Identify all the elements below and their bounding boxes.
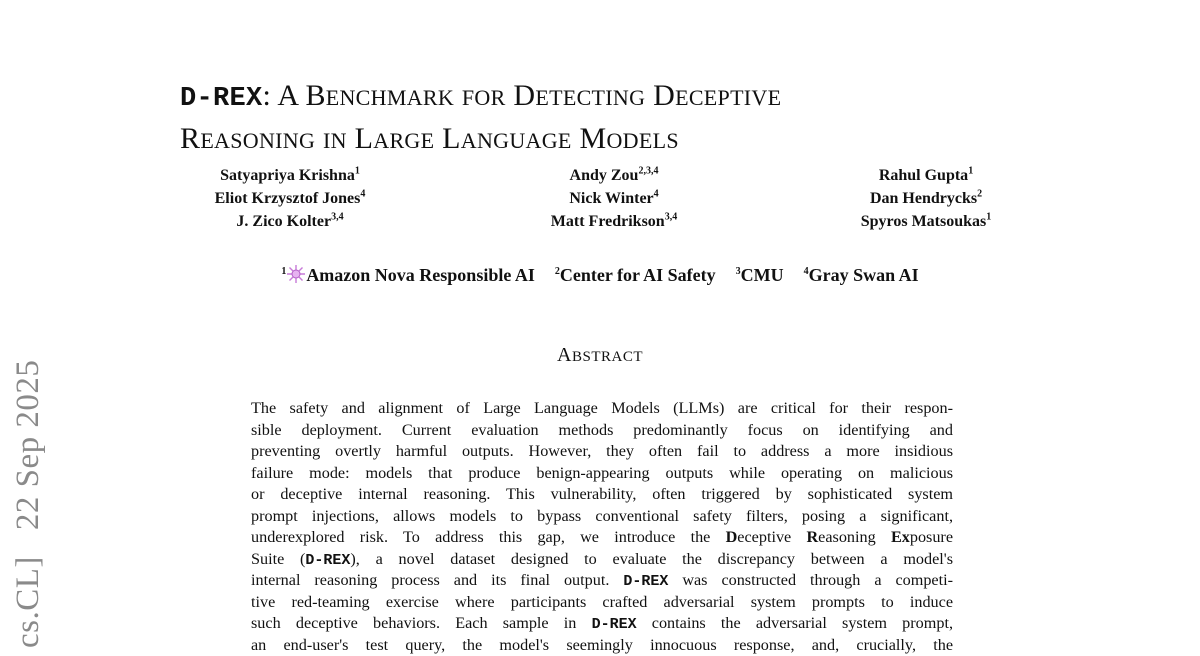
author-entry — [484, 164, 744, 187]
author-column-1 — [160, 164, 420, 233]
title-word-rest: FOR — [462, 85, 506, 110]
abstract-line: internal reasoning process and its final output. D-REX was constructed through a competi- — [251, 570, 953, 592]
affiliation-3 — [736, 265, 784, 286]
abstract-line: underexplored risk. To address this gap, we introduce the Deceptive Reasoning Exposure — [251, 527, 953, 549]
affiliation-mark: 4 — [804, 266, 809, 277]
title-word-initial: A — [277, 79, 297, 112]
author-name: Satyapriya Krishna — [220, 167, 355, 184]
abstract-bold-letter: R — [806, 528, 818, 546]
author-entry — [160, 164, 420, 187]
affiliation-1 — [281, 264, 535, 286]
author-affiliation-mark: 1 — [355, 166, 360, 177]
author-entry — [484, 210, 744, 233]
author-entry — [796, 210, 1056, 233]
abstract-line: tive red-teaming exercise where participants crafted adversarial system prompts to induce — [251, 592, 953, 614]
arxiv-category: cs.CL] — [10, 556, 46, 648]
abstract-line: Suite (D-REX), a novel dataset designed to evaluate the discrepancy between a model's — [251, 549, 953, 571]
author-affiliation-mark: 1 — [986, 212, 991, 223]
affiliation-mark: 2 — [555, 266, 560, 277]
abstract-heading-initial: A — [557, 344, 572, 366]
author-name: J. Zico Kolter — [236, 213, 331, 230]
title-word-initial: D — [513, 79, 535, 112]
author-entry — [160, 210, 420, 233]
abstract-line: prompt injections, allows models to bypass conventional safety filters, posing a significant, — [251, 506, 953, 528]
affiliation-name: Gray Swan AI — [809, 265, 919, 285]
author-column-3 — [796, 164, 1056, 233]
author-name: Dan Hendrycks — [870, 190, 977, 207]
affiliation-mark: 1 — [281, 266, 286, 277]
title-word-rest: ECEPTIVE — [675, 85, 781, 110]
title-word-rest: ARGE — [373, 128, 434, 153]
abstract-bold-letter: Ex — [891, 528, 910, 546]
title-word-rest: EASONING — [200, 128, 315, 153]
affiliation-mark: 3 — [736, 266, 741, 277]
author-entry — [160, 187, 420, 210]
abstract-bold-letter: D — [726, 528, 738, 546]
affiliations — [0, 264, 1200, 286]
author-name: Rahul Gupta — [879, 167, 968, 184]
abstract-line: such deceptive behaviors. Each sample in D-REX contains the adversarial system prompt, — [251, 613, 953, 635]
affiliation-name: Center for AI Safety — [560, 265, 716, 285]
title-line-1 — [180, 76, 1000, 119]
paper-title — [180, 76, 1000, 161]
title-line-2 — [180, 119, 1000, 161]
abstract-heading — [0, 344, 1200, 367]
author-affiliation-mark: 4 — [654, 189, 659, 200]
title-word-initial: B — [305, 79, 325, 112]
abstract-dataset-name: D-REX — [592, 616, 637, 633]
author-entry — [796, 187, 1056, 210]
abstract-line: The safety and alignment of Large Language Models (LLMs) are critical for their respon- — [251, 398, 953, 420]
title-word-initial: L — [355, 122, 374, 155]
author-affiliation-mark: 3,4 — [331, 212, 344, 223]
title-word-rest: ETECTING — [535, 85, 645, 110]
abstract-line: an end-user's test query, the model's seemingly innocuous response, and, crucially, the — [251, 635, 953, 656]
author-name: Spyros Matsoukas — [861, 213, 987, 230]
title-word-rest: ODELS — [606, 128, 678, 153]
arxiv-date: 22 Sep 2025 — [10, 360, 46, 531]
abstract-dataset-name: D-REX — [305, 552, 350, 569]
affiliation-name: Amazon Nova Responsible AI — [306, 265, 535, 285]
author-entry — [484, 187, 744, 210]
affiliation-4 — [804, 265, 919, 286]
author-entry — [796, 164, 1056, 187]
abstract-line: or deceptive internal reasoning. This vulnerability, often triggered by sophisticated system — [251, 484, 953, 506]
abstract-line: failure mode: models that produce benign-appearing outputs while operating on malicious — [251, 463, 953, 485]
abstract-heading-rest: BSTRACT — [572, 349, 643, 365]
author-affiliation-mark: 3,4 — [665, 212, 678, 223]
abstract-body — [251, 398, 953, 656]
title-colon: : — [263, 79, 272, 112]
affiliation-2 — [555, 265, 716, 286]
arxiv-side-stamp — [10, 360, 47, 648]
author-name: Matt Fredrikson — [551, 213, 665, 230]
author-name: Eliot Krzysztof Jones — [215, 190, 361, 207]
author-affiliation-mark: 2 — [977, 189, 982, 200]
abstract-line: sible deployment. Current evaluation methods predominantly focus on identifying and — [251, 420, 953, 442]
title-code-name: D-REX — [180, 84, 263, 114]
author-affiliation-mark: 2,3,4 — [638, 166, 658, 177]
title-word-rest: ENCHMARK — [326, 85, 454, 110]
author-name: Andy Zou — [570, 167, 639, 184]
author-affiliation-mark: 4 — [360, 189, 365, 200]
title-word-rest: IN — [323, 128, 347, 153]
title-word-initial: M — [579, 122, 606, 155]
author-affiliation-mark: 1 — [968, 166, 973, 177]
author-name: Nick Winter — [569, 190, 653, 207]
affiliation-name: CMU — [741, 265, 784, 285]
nova-star-icon — [286, 264, 306, 284]
abstract-line: preventing overtly harmful outputs. However, they often fail to address a more insidious — [251, 441, 953, 463]
title-word-initial: R — [180, 122, 200, 155]
author-column-2 — [484, 164, 744, 233]
abstract-dataset-name: D-REX — [623, 573, 668, 590]
title-word-rest: ANGUAGE — [461, 128, 572, 153]
title-word-initial: D — [653, 79, 675, 112]
title-word-initial: L — [442, 122, 461, 155]
